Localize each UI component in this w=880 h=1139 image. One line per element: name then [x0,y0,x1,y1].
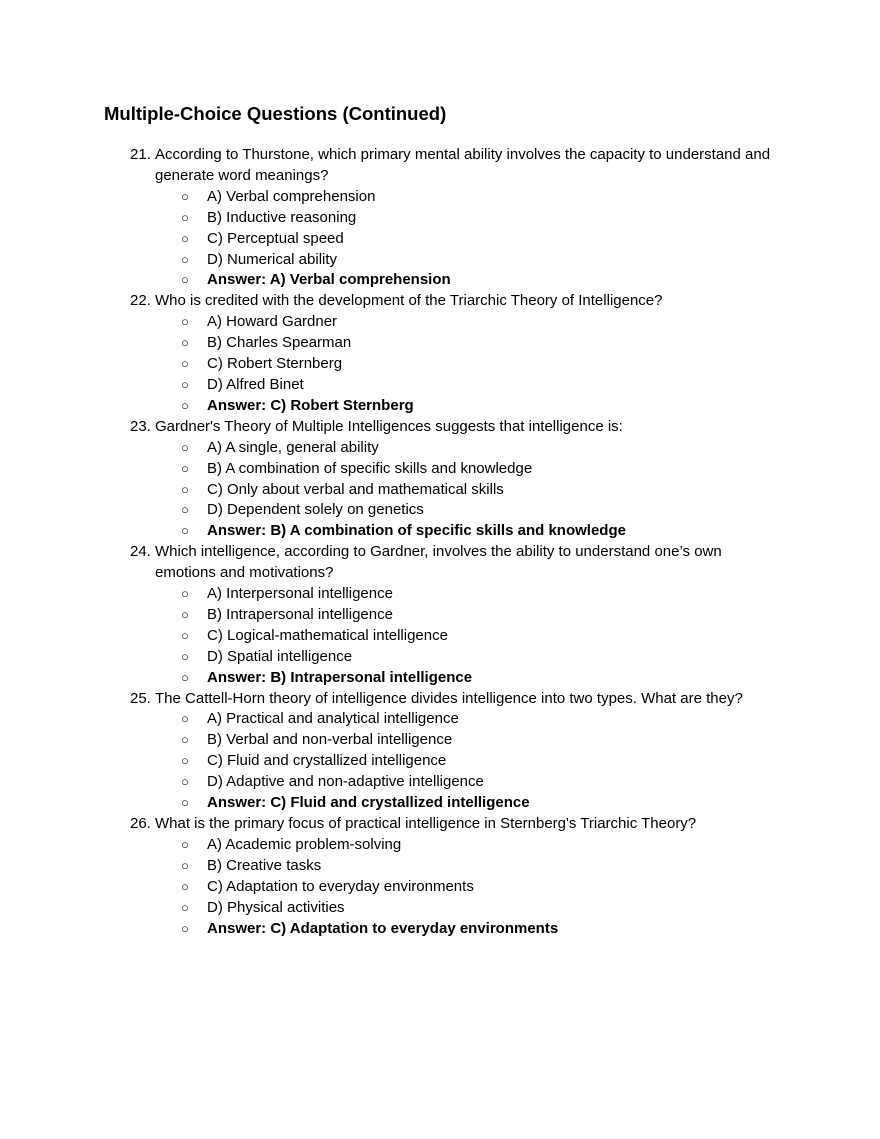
question-text: According to Thurstone, which primary mental ability involves the capacity to understand and generate word meanings? [155,146,771,184]
bullet-icon: ○ [181,481,189,497]
option-item [0,500,880,521]
question-list [0,145,880,939]
answer-item [0,521,880,542]
option-item [0,835,880,856]
option-item [0,333,880,354]
option-item-text: C) Robert Sternberg [207,355,343,373]
bullet-icon: ○ [181,188,189,204]
option-item-text: B) Intrapersonal intelligence [207,605,393,623]
option-item [0,626,880,647]
question-text: Gardner's Theory of Multiple Intelligences suggests that intelligence is: [155,417,623,435]
option-item-text: C) Adaptation to everyday environments [207,877,474,895]
option-item-text: B) Creative tasks [207,856,322,874]
answer-item-text: Answer: C) Adaptation to everyday environments [207,919,559,937]
question-number: 24. [130,543,151,561]
option-item [0,438,880,459]
bullet-icon: ○ [181,209,189,225]
option-item-text: C) Fluid and crystallized intelligence [207,752,447,770]
option-item-text: D) Physical activities [207,898,345,916]
option-item-text: A) Academic problem-solving [207,835,402,853]
question-number: 26. [130,815,151,832]
answer-item [0,270,880,291]
bullet-icon: ○ [181,376,189,392]
option-item-text: C) Logical-mathematical intelligence [207,626,448,644]
option-item [0,229,880,250]
question-item [0,689,880,710]
question-item [0,542,880,584]
option-item-text: C) Perceptual speed [207,229,344,247]
answer-item-text: Answer: B) A combination of specific skills and knowledge [207,522,626,540]
option-item-text: D) Dependent solely on genetics [207,501,424,519]
bullet-icon: ○ [181,502,189,518]
bullet-icon: ○ [181,836,189,852]
bullet-icon: ○ [181,251,189,267]
option-item-text: A) Verbal comprehension [207,187,376,205]
bullet-icon: ○ [181,230,189,246]
bullet-icon: ○ [181,272,189,288]
question-item [0,417,880,438]
option-item-text: A) A single, general ability [207,438,379,456]
bullet-icon: ○ [181,460,189,476]
bullet-icon: ○ [181,397,189,413]
question-text: Which intelligence, according to Gardner, involves the ability to understand one’s own emotions and motivations? [155,543,722,582]
answer-item-text: Answer: C) Fluid and crystallized intelligence [207,794,530,812]
answer-item [0,668,880,689]
bullet-icon: ○ [181,857,189,873]
question-number: 21. [130,146,151,163]
question-number: 25. [130,689,151,707]
question-item [0,814,880,835]
bullet-icon: ○ [181,774,189,790]
bullet-icon: ○ [181,356,189,372]
option-item [0,312,880,333]
option-item [0,898,880,919]
bullet-icon: ○ [181,627,189,643]
option-item-text: A) Interpersonal intelligence [207,585,393,603]
option-item [0,751,880,772]
answer-item-text: Answer: B) Intrapersonal intelligence [207,668,473,686]
option-item-text: D) Alfred Binet [207,375,304,393]
question-number: 23. [130,417,151,435]
bullet-icon: ○ [181,899,189,915]
option-item-text: D) Adaptive and non-adaptive intelligence [207,773,484,791]
option-item-text: B) Charles Spearman [207,334,352,352]
option-item [0,584,880,605]
answer-item-text: Answer: C) Robert Sternberg [207,396,414,414]
option-item-text: A) Practical and analytical intelligence [207,710,459,728]
option-item [0,250,880,271]
question-item [0,291,880,312]
option-item-text: B) Verbal and non-verbal intelligence [207,731,453,749]
option-item-text: D) Spatial intelligence [207,647,353,665]
question-text: What is the primary focus of practical intelligence in Sternberg's Triarchic Theory? [155,815,697,832]
option-item-text: B) Inductive reasoning [207,208,357,226]
bullet-icon: ○ [181,711,189,727]
option-item [0,856,880,877]
option-item-text: A) Howard Gardner [207,313,338,331]
bullet-icon: ○ [181,606,189,622]
option-item [0,877,880,898]
option-item [0,730,880,751]
option-item [0,647,880,668]
bullet-icon: ○ [181,732,189,748]
option-item [0,480,880,501]
option-item [0,354,880,375]
bullet-icon: ○ [181,753,189,769]
bullet-icon: ○ [181,878,189,894]
bullet-icon: ○ [181,523,189,539]
option-item [0,605,880,626]
option-item-text: B) A combination of specific skills and knowledge [207,459,533,477]
option-item-text: C) Only about verbal and mathematical skills [207,480,504,498]
bullet-icon: ○ [181,439,189,455]
question-item [0,145,880,187]
section-heading: Multiple-Choice Questions (Continued) [104,103,447,124]
option-item [0,772,880,793]
bullet-icon: ○ [181,586,189,602]
answer-item [0,396,880,417]
option-item-text: D) Numerical ability [207,250,338,268]
bullet-icon: ○ [181,314,189,330]
question-number: 22. [130,292,151,310]
question-text: Who is credited with the development of the Triarchic Theory of Intelligence? [155,292,663,310]
answer-item-text: Answer: A) Verbal comprehension [207,271,451,289]
bullet-icon: ○ [181,795,189,811]
answer-item [0,919,880,940]
bullet-icon: ○ [181,648,189,664]
option-item [0,208,880,229]
option-item [0,187,880,208]
question-text: The Cattell-Horn theory of intelligence divides intelligence into two types. What are they? [155,689,743,707]
answer-item [0,793,880,814]
bullet-icon: ○ [181,669,189,685]
option-item [0,459,880,480]
option-item [0,709,880,730]
bullet-icon: ○ [181,335,189,351]
bullet-icon: ○ [181,920,189,936]
option-item [0,375,880,396]
